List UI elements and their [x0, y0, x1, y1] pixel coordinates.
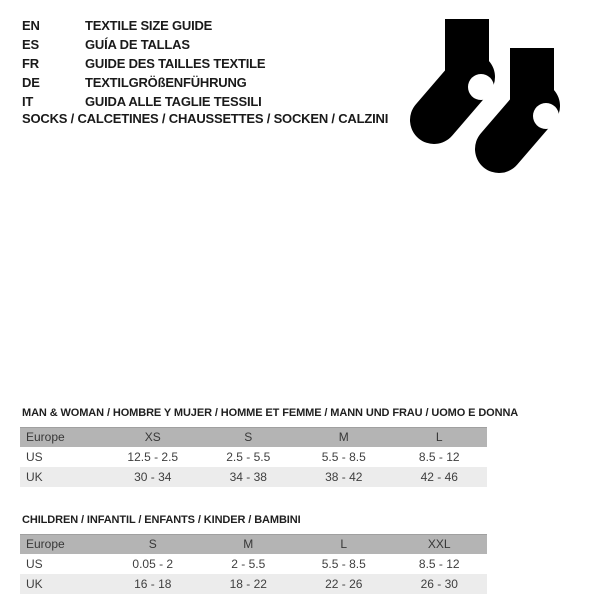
size-cell: 34 - 38 [229, 469, 267, 484]
table-row-us [20, 447, 487, 467]
language-code: IT [22, 94, 34, 109]
header-cell-size: XXL [427, 537, 451, 552]
language-row-fr [22, 54, 265, 73]
language-code: FR [22, 56, 39, 71]
table-header-row [20, 535, 487, 554]
row-label: UK [26, 576, 43, 591]
language-row-en [22, 16, 265, 35]
language-row-it [22, 92, 265, 111]
socks-icon [410, 15, 560, 175]
header-cell-size: XS [144, 430, 161, 445]
language-code: ES [22, 37, 39, 52]
row-label: US [26, 449, 43, 464]
size-cell: 16 - 18 [134, 576, 172, 591]
table-row-uk [20, 467, 487, 487]
size-cell: 12.5 - 2.5 [127, 449, 179, 464]
category-title: SOCKS / CALCETINES / CHAUSSETTES / SOCKEN / CALZINI [22, 111, 389, 126]
size-cell: 8.5 - 12 [418, 449, 460, 464]
table-row-us [20, 554, 487, 574]
size-cell: 5.5 - 8.5 [321, 449, 366, 464]
row-label: US [26, 556, 43, 571]
size-table [20, 534, 487, 594]
table-header-row [20, 428, 487, 447]
sock-back [434, 19, 494, 120]
header-cell-size: S [148, 537, 157, 552]
language-label: GUIDA ALLE TAGLIE TESSILI [85, 94, 262, 109]
size-cell: 0.05 - 2 [132, 556, 174, 571]
table-title-adults: MAN & WOMAN / HOMBRE Y MUJER / HOMME ET FEMME / MANN UND FRAU / UOMO E DONNA [22, 407, 519, 419]
size-cell: 42 - 46 [420, 469, 458, 484]
size-cell: 2 - 5.5 [231, 556, 266, 571]
header-cell-size: L [435, 430, 443, 445]
language-code: EN [22, 18, 40, 33]
language-code: DE [22, 75, 40, 90]
language-label: GUIDE DES TAILLES TEXTILE [85, 56, 266, 71]
language-row-de [22, 73, 265, 92]
header-cell-region: Europe [26, 537, 65, 552]
size-table [20, 427, 487, 487]
header-cell-size: S [244, 430, 253, 445]
language-label: GUÍA DE TALLAS [85, 37, 190, 52]
language-row-es [22, 35, 265, 54]
size-cell: 22 - 26 [325, 576, 363, 591]
row-label: UK [26, 469, 43, 484]
table-row-uk [20, 574, 487, 594]
table-title-children: CHILDREN / INFANTIL / ENFANTS / KINDER / BAMBINI [22, 514, 301, 526]
language-label: TEXTILGRÖßENFÜHRUNG [85, 75, 247, 90]
size-cell: 26 - 30 [420, 576, 458, 591]
language-list [22, 16, 265, 111]
header-cell-region: Europe [26, 430, 65, 445]
header-cell-size: M [338, 430, 349, 445]
size-cell: 30 - 34 [134, 469, 172, 484]
size-cell: 18 - 22 [229, 576, 267, 591]
size-table-children [20, 514, 487, 594]
size-cell: 38 - 42 [325, 469, 363, 484]
language-label: TEXTILE SIZE GUIDE [85, 18, 213, 33]
size-cell: 2.5 - 5.5 [226, 449, 271, 464]
size-cell: 8.5 - 12 [418, 556, 460, 571]
sock-front [499, 48, 559, 149]
header-cell-size: M [243, 537, 254, 552]
size-table-adults [20, 407, 519, 487]
header-cell-size: L [340, 537, 348, 552]
size-cell: 5.5 - 8.5 [321, 556, 366, 571]
